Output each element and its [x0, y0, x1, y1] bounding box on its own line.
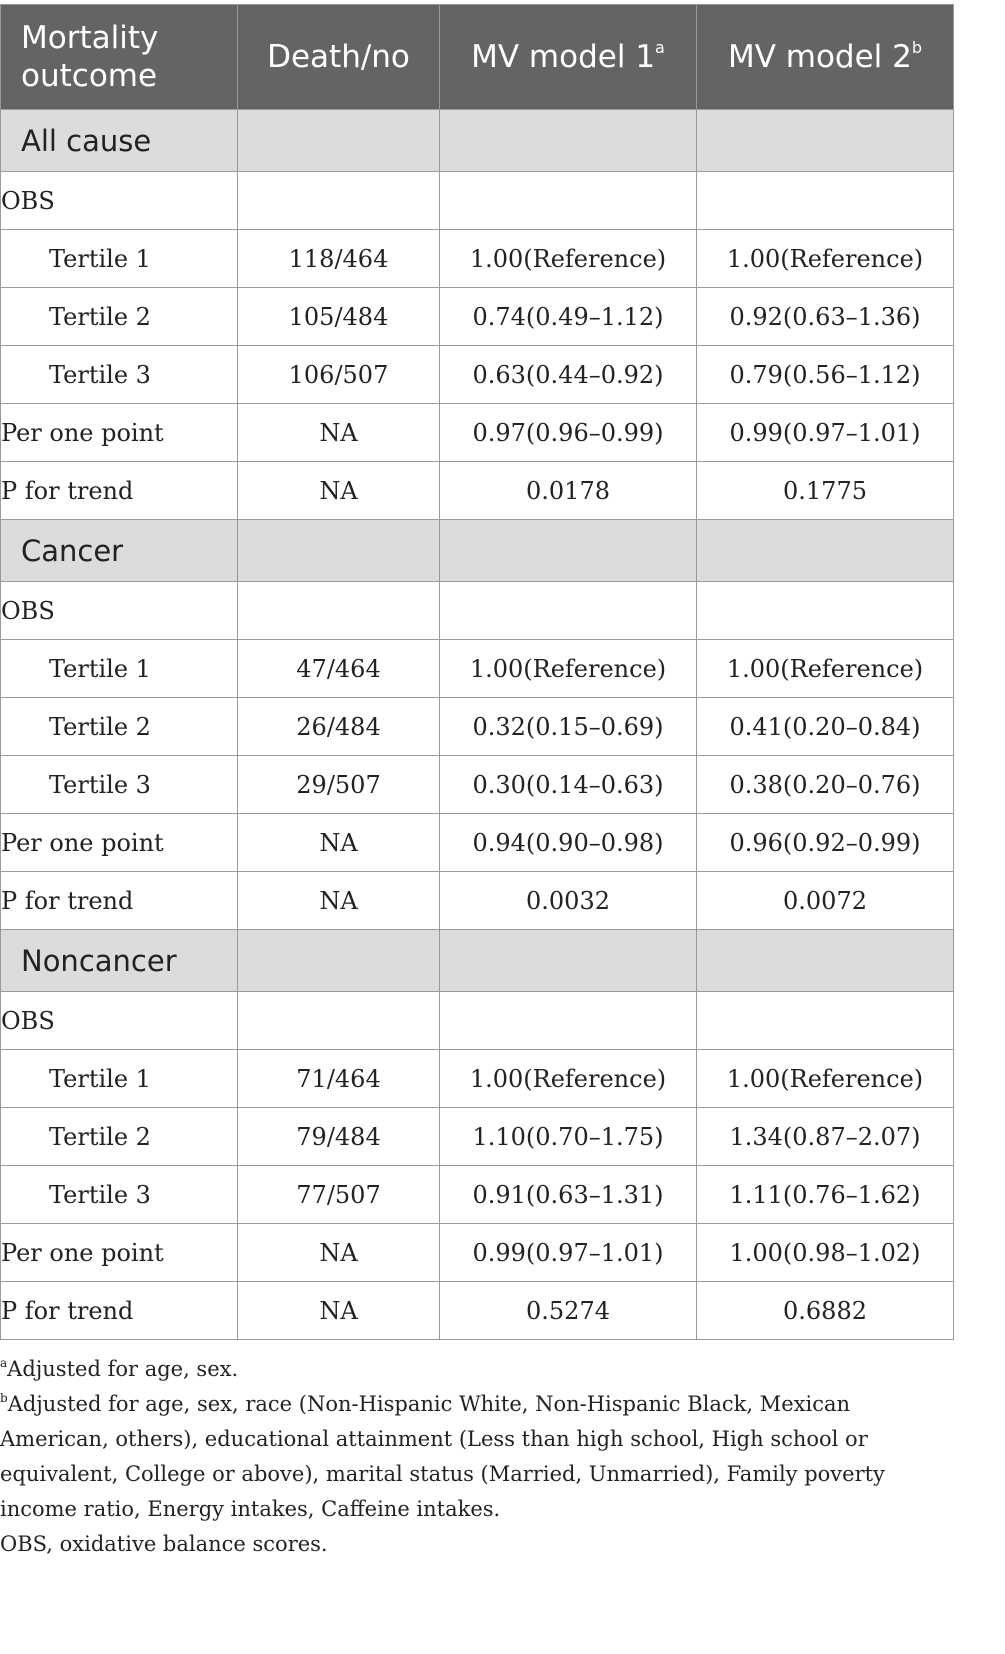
table-row — [1, 462, 954, 520]
empty-cell — [440, 110, 697, 172]
row-label: Tertile 2 — [1, 288, 238, 346]
mv-model-2-cell: 1.00(Reference) — [697, 1050, 954, 1108]
death-count-cell: 79/484 — [238, 1108, 440, 1166]
table-header — [1, 5, 954, 110]
empty-cell — [697, 930, 954, 992]
table-row — [1, 640, 954, 698]
mv-model-1-cell: 0.32(0.15–0.69) — [440, 698, 697, 756]
section-header-row — [1, 520, 954, 582]
mv-model-1-cell: 1.10(0.70–1.75) — [440, 1108, 697, 1166]
table-row — [1, 872, 954, 930]
mv-model-1-cell: 0.94(0.90–0.98) — [440, 814, 697, 872]
mv-model-2-cell: 0.38(0.20–0.76) — [697, 756, 954, 814]
section-title: All cause — [1, 110, 238, 172]
footnote-b: $^b$Adjusted for age, sex, race (Non-Hispanic White, Non-Hispanic Black, Mexican American, others), educational attainment (Less than high school, High school or equivalent, College or above), marital status (Married, Unmarried), Family poverty income ratio, Energy intakes, Caffeine intakes. — [0, 1391, 885, 1521]
mv-model-1-cell: 0.99(0.97–1.01) — [440, 1224, 697, 1282]
mv-model-1-cell: 1.00(Reference) — [440, 1050, 697, 1108]
row-label: Tertile 3 — [1, 346, 238, 404]
mv-model-2-cell: 0.1775 — [697, 462, 954, 520]
section-title: Noncancer — [1, 930, 238, 992]
row-label: P for trend — [1, 462, 238, 520]
empty-cell — [238, 930, 440, 992]
table-row — [1, 230, 954, 288]
mv-model-2-cell: 1.11(0.76–1.62) — [697, 1166, 954, 1224]
table-row — [1, 288, 954, 346]
death-count-cell: NA — [238, 462, 440, 520]
empty-cell — [440, 582, 697, 640]
table-row — [1, 346, 954, 404]
table-footnotes — [0, 1352, 960, 1562]
mv-model-2-cell: 0.96(0.92–0.99) — [697, 814, 954, 872]
death-count-cell: 106/507 — [238, 346, 440, 404]
table-row — [1, 1166, 954, 1224]
group-row — [1, 992, 954, 1050]
mv-model-2-cell: 0.79(0.56–1.12) — [697, 346, 954, 404]
group-label: OBS — [1, 992, 238, 1050]
death-count-cell: 118/464 — [238, 230, 440, 288]
death-count-cell: NA — [238, 404, 440, 462]
row-label: Tertile 1 — [1, 1050, 238, 1108]
header-mv-model-1: MV model 1$^a$ — [440, 5, 697, 110]
row-label: P for trend — [1, 1282, 238, 1340]
mv-model-1-cell: 1.00(Reference) — [440, 640, 697, 698]
mv-model-2-cell: 0.0072 — [697, 872, 954, 930]
row-label: Tertile 3 — [1, 756, 238, 814]
mv-model-1-cell: 0.0178 — [440, 462, 697, 520]
death-count-cell: NA — [238, 872, 440, 930]
footnote-abbreviation: OBS, oxidative balance scores. — [0, 1532, 328, 1556]
table-row — [1, 1282, 954, 1340]
death-count-cell: 29/507 — [238, 756, 440, 814]
empty-cell — [697, 172, 954, 230]
empty-cell — [440, 172, 697, 230]
mv-model-1-cell: 0.0032 — [440, 872, 697, 930]
mv-model-2-cell: 0.6882 — [697, 1282, 954, 1340]
section-header-row — [1, 110, 954, 172]
mortality-table — [0, 4, 954, 1340]
group-row — [1, 172, 954, 230]
empty-cell — [238, 582, 440, 640]
death-count-cell: 105/484 — [238, 288, 440, 346]
table-row — [1, 756, 954, 814]
death-count-cell: NA — [238, 1282, 440, 1340]
mv-model-1-cell: 0.74(0.49–1.12) — [440, 288, 697, 346]
mv-model-1-cell: 0.30(0.14–0.63) — [440, 756, 697, 814]
mv-model-1-cell: 1.00(Reference) — [440, 230, 697, 288]
section-header-row — [1, 930, 954, 992]
footnote-a: $^a$Adjusted for age, sex. — [0, 1356, 239, 1381]
row-label: Tertile 3 — [1, 1166, 238, 1224]
row-label: Per one point — [1, 814, 238, 872]
row-label: Tertile 2 — [1, 1108, 238, 1166]
death-count-cell: NA — [238, 1224, 440, 1282]
table-row — [1, 1108, 954, 1166]
death-count-cell: NA — [238, 814, 440, 872]
empty-cell — [238, 992, 440, 1050]
empty-cell — [697, 582, 954, 640]
table-row — [1, 1224, 954, 1282]
table-row — [1, 698, 954, 756]
mv-model-2-cell: 0.92(0.63–1.36) — [697, 288, 954, 346]
empty-cell — [440, 992, 697, 1050]
mv-model-2-cell: 1.00(Reference) — [697, 230, 954, 288]
group-label: OBS — [1, 172, 238, 230]
mv-model-1-cell: 0.91(0.63–1.31) — [440, 1166, 697, 1224]
footnote-mark-b: b — [911, 38, 923, 57]
empty-cell — [238, 520, 440, 582]
empty-cell — [238, 172, 440, 230]
header-death-no: Death/no — [238, 5, 440, 110]
death-count-cell: 77/507 — [238, 1166, 440, 1224]
death-count-cell: 47/464 — [238, 640, 440, 698]
group-label: OBS — [1, 582, 238, 640]
table-row — [1, 814, 954, 872]
mv-model-2-cell: 0.99(0.97–1.01) — [697, 404, 954, 462]
section-title: Cancer — [1, 520, 238, 582]
row-label: Tertile 2 — [1, 698, 238, 756]
group-row — [1, 582, 954, 640]
mv-model-2-cell: 1.00(0.98–1.02) — [697, 1224, 954, 1282]
row-label: Tertile 1 — [1, 230, 238, 288]
table-row — [1, 404, 954, 462]
footnote-mark-a: a — [655, 38, 665, 57]
mv-model-1-cell: 0.5274 — [440, 1282, 697, 1340]
header-mortality-outcome: Mortality outcome — [1, 5, 238, 110]
table-row — [1, 1050, 954, 1108]
row-label: Per one point — [1, 404, 238, 462]
death-count-cell: 71/464 — [238, 1050, 440, 1108]
row-label: Tertile 1 — [1, 640, 238, 698]
death-count-cell: 26/484 — [238, 698, 440, 756]
empty-cell — [697, 992, 954, 1050]
mv-model-1-cell: 0.63(0.44–0.92) — [440, 346, 697, 404]
empty-cell — [697, 520, 954, 582]
empty-cell — [238, 110, 440, 172]
empty-cell — [440, 520, 697, 582]
empty-cell — [440, 930, 697, 992]
mv-model-1-cell: 0.97(0.96–0.99) — [440, 404, 697, 462]
mv-model-2-cell: 1.00(Reference) — [697, 640, 954, 698]
empty-cell — [697, 110, 954, 172]
header-mv-model-2: MV model 2$^b$ — [697, 5, 954, 110]
row-label: P for trend — [1, 872, 238, 930]
mv-model-2-cell: 1.34(0.87–2.07) — [697, 1108, 954, 1166]
row-label: Per one point — [1, 1224, 238, 1282]
table-body — [1, 110, 954, 1340]
mv-model-2-cell: 0.41(0.20–0.84) — [697, 698, 954, 756]
